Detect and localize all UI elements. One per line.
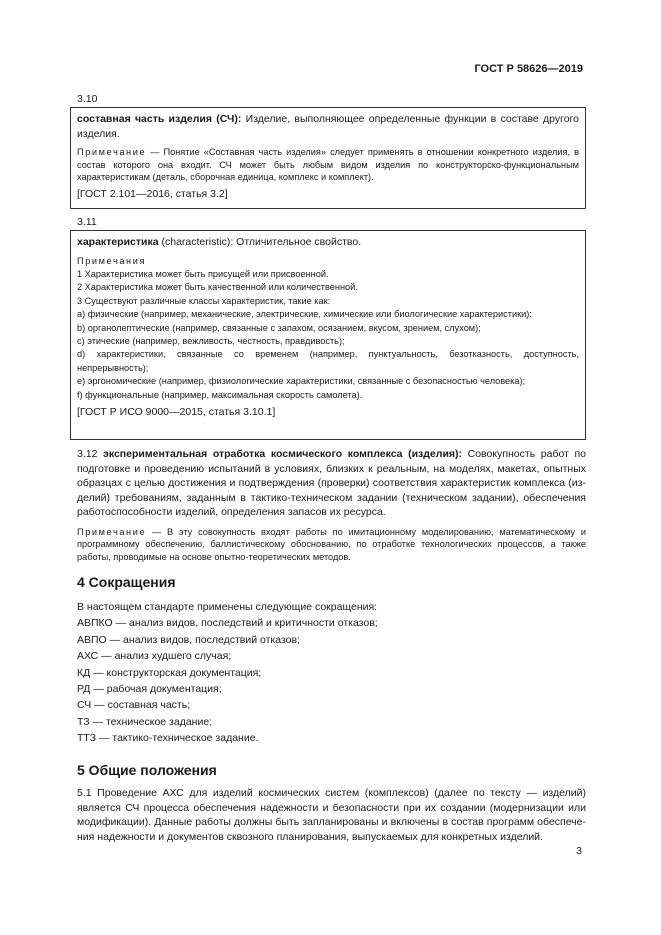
term-note	[77, 526, 586, 564]
abbreviation-item: КД — конструкторская документация;	[77, 666, 262, 679]
note-text: — В эту совокупность входят работы по имитационному моделированию, математическому и программному обеспечению, баллистическому обоснованию, по отработке технологических процессов, а также работы, проводимые на основе опытно-теоретических методов.	[77, 526, 586, 562]
note-item: c) этические (например, вежливость, честность, правдивость);	[77, 335, 345, 346]
term-definition	[77, 235, 579, 250]
term-title: составная часть изделия (СЧ):	[77, 113, 242, 125]
standard-code: ГОСТ Р 58626—2019	[474, 63, 583, 75]
term-def-text: (characteristic): Отличительное свойство.	[158, 236, 362, 248]
term-reference: [ГОСТ Р ИСО 9000—2015, статья 3.10.1]	[77, 405, 276, 418]
term-number-3-10: 3.10	[77, 93, 98, 105]
note-item: f) функциональные (например, максимальная скорость самолета).	[77, 389, 363, 400]
abbreviation-item: ТЗ — техническое задание;	[77, 715, 213, 728]
paragraph-5-1: 5.1 Проведение АХС для изделий космических систем (комплексов) (далее по тексту — изделий) является СЧ процесса обеспечения надежности и безопасности при их создании (модернизации или модификации). Данные работы должны быть запланированы и включены в состав программ обеспечения надежности и документов сквозного планирования, выпускаемых для конкретных изделий.	[77, 787, 586, 843]
term-title: характеристика	[77, 236, 159, 248]
term-3-12	[77, 447, 586, 563]
note-item: d) характеристики, связанные со временем (например, пунктуальность, безотказность, доступность, непрерывность);	[77, 349, 579, 373]
section-5-body	[77, 786, 586, 844]
abbreviation-item: АВПО — анализ видов, последствий отказов;	[77, 633, 300, 646]
term-def-text: Изделие, выполняющее определенные функции в составе другого изделия.	[77, 113, 579, 140]
notes-list	[77, 255, 579, 402]
abbreviation-item: РД — рабочая документация;	[77, 683, 222, 696]
section-5-heading: 5 Общие положения	[77, 762, 217, 778]
note-item: b) органолептические (например, связанные с запахом, осязанием, вкусом, зрением, слухом);	[77, 322, 481, 333]
abbreviation-item: ТТЗ — тактико-техническое задание.	[77, 732, 259, 745]
term-definition	[77, 447, 586, 520]
term-definition	[77, 112, 579, 141]
note-label: Примечание	[77, 526, 147, 537]
notes-label: Примечания	[77, 255, 147, 266]
term-box-3-11	[70, 230, 586, 440]
note-item: a) физические (например, механические, электрические, химические или биологические характеристики);	[77, 309, 532, 320]
note-item: 1 Характеристика может быть присущей или присвоенной.	[77, 268, 329, 279]
term-def-text: Совокупность работ по подготовке и проведению испытаний в условиях, близких к реальным, на моделях, макетах, опытных образцах с целью достижения и подтверждения (проверки) соответствия характеристик комплекса (изделий) требованиям, заданным в тактико-техническом задании (техническом задании), обеспечения работоспособности изделий, определения запасов их ресурса.	[77, 448, 587, 518]
note-item: 2 Характеристика может быть качественной или количественной.	[77, 282, 358, 293]
note-item: 3 Существуют различные классы характеристик, такие как:	[77, 295, 331, 306]
abbreviation-item: АХС — анализ худшего случая;	[77, 650, 232, 663]
term-number: 3.12	[77, 448, 98, 460]
page-number: 3	[576, 845, 582, 857]
term-title: экспериментальная отработка космического комплекса (изделия):	[103, 448, 463, 460]
abbreviation-item: СЧ — составная часть;	[77, 699, 191, 712]
term-box-3-10	[70, 107, 586, 209]
section-4-heading: 4 Сокращения	[77, 574, 176, 590]
note-text: — Понятие «Составная часть изделия» следует применять в отношении конкретного изделия, в состав которого она входит. СЧ может быть любым видом изделия по конструкторско-функциональным характеристикам (деталь, сборочная единица, комплекс и комплект).	[77, 147, 579, 183]
note-label: Примечание	[77, 147, 147, 157]
term-note	[77, 146, 579, 184]
abbreviation-item: АВПКО — анализ видов, последствий и критичности отказов;	[77, 617, 378, 630]
abbreviations-list	[77, 599, 586, 747]
term-reference: [ГОСТ 2.101—2016, статья 3.2]	[77, 187, 228, 200]
note-item: e) эргономические (например, физиологические характеристики, связанные с безопасностью человека);	[77, 376, 526, 387]
abbreviations-intro: В настоящем стандарте применены следующие сокращения:	[77, 601, 378, 613]
term-number-3-11: 3.11	[77, 216, 97, 228]
